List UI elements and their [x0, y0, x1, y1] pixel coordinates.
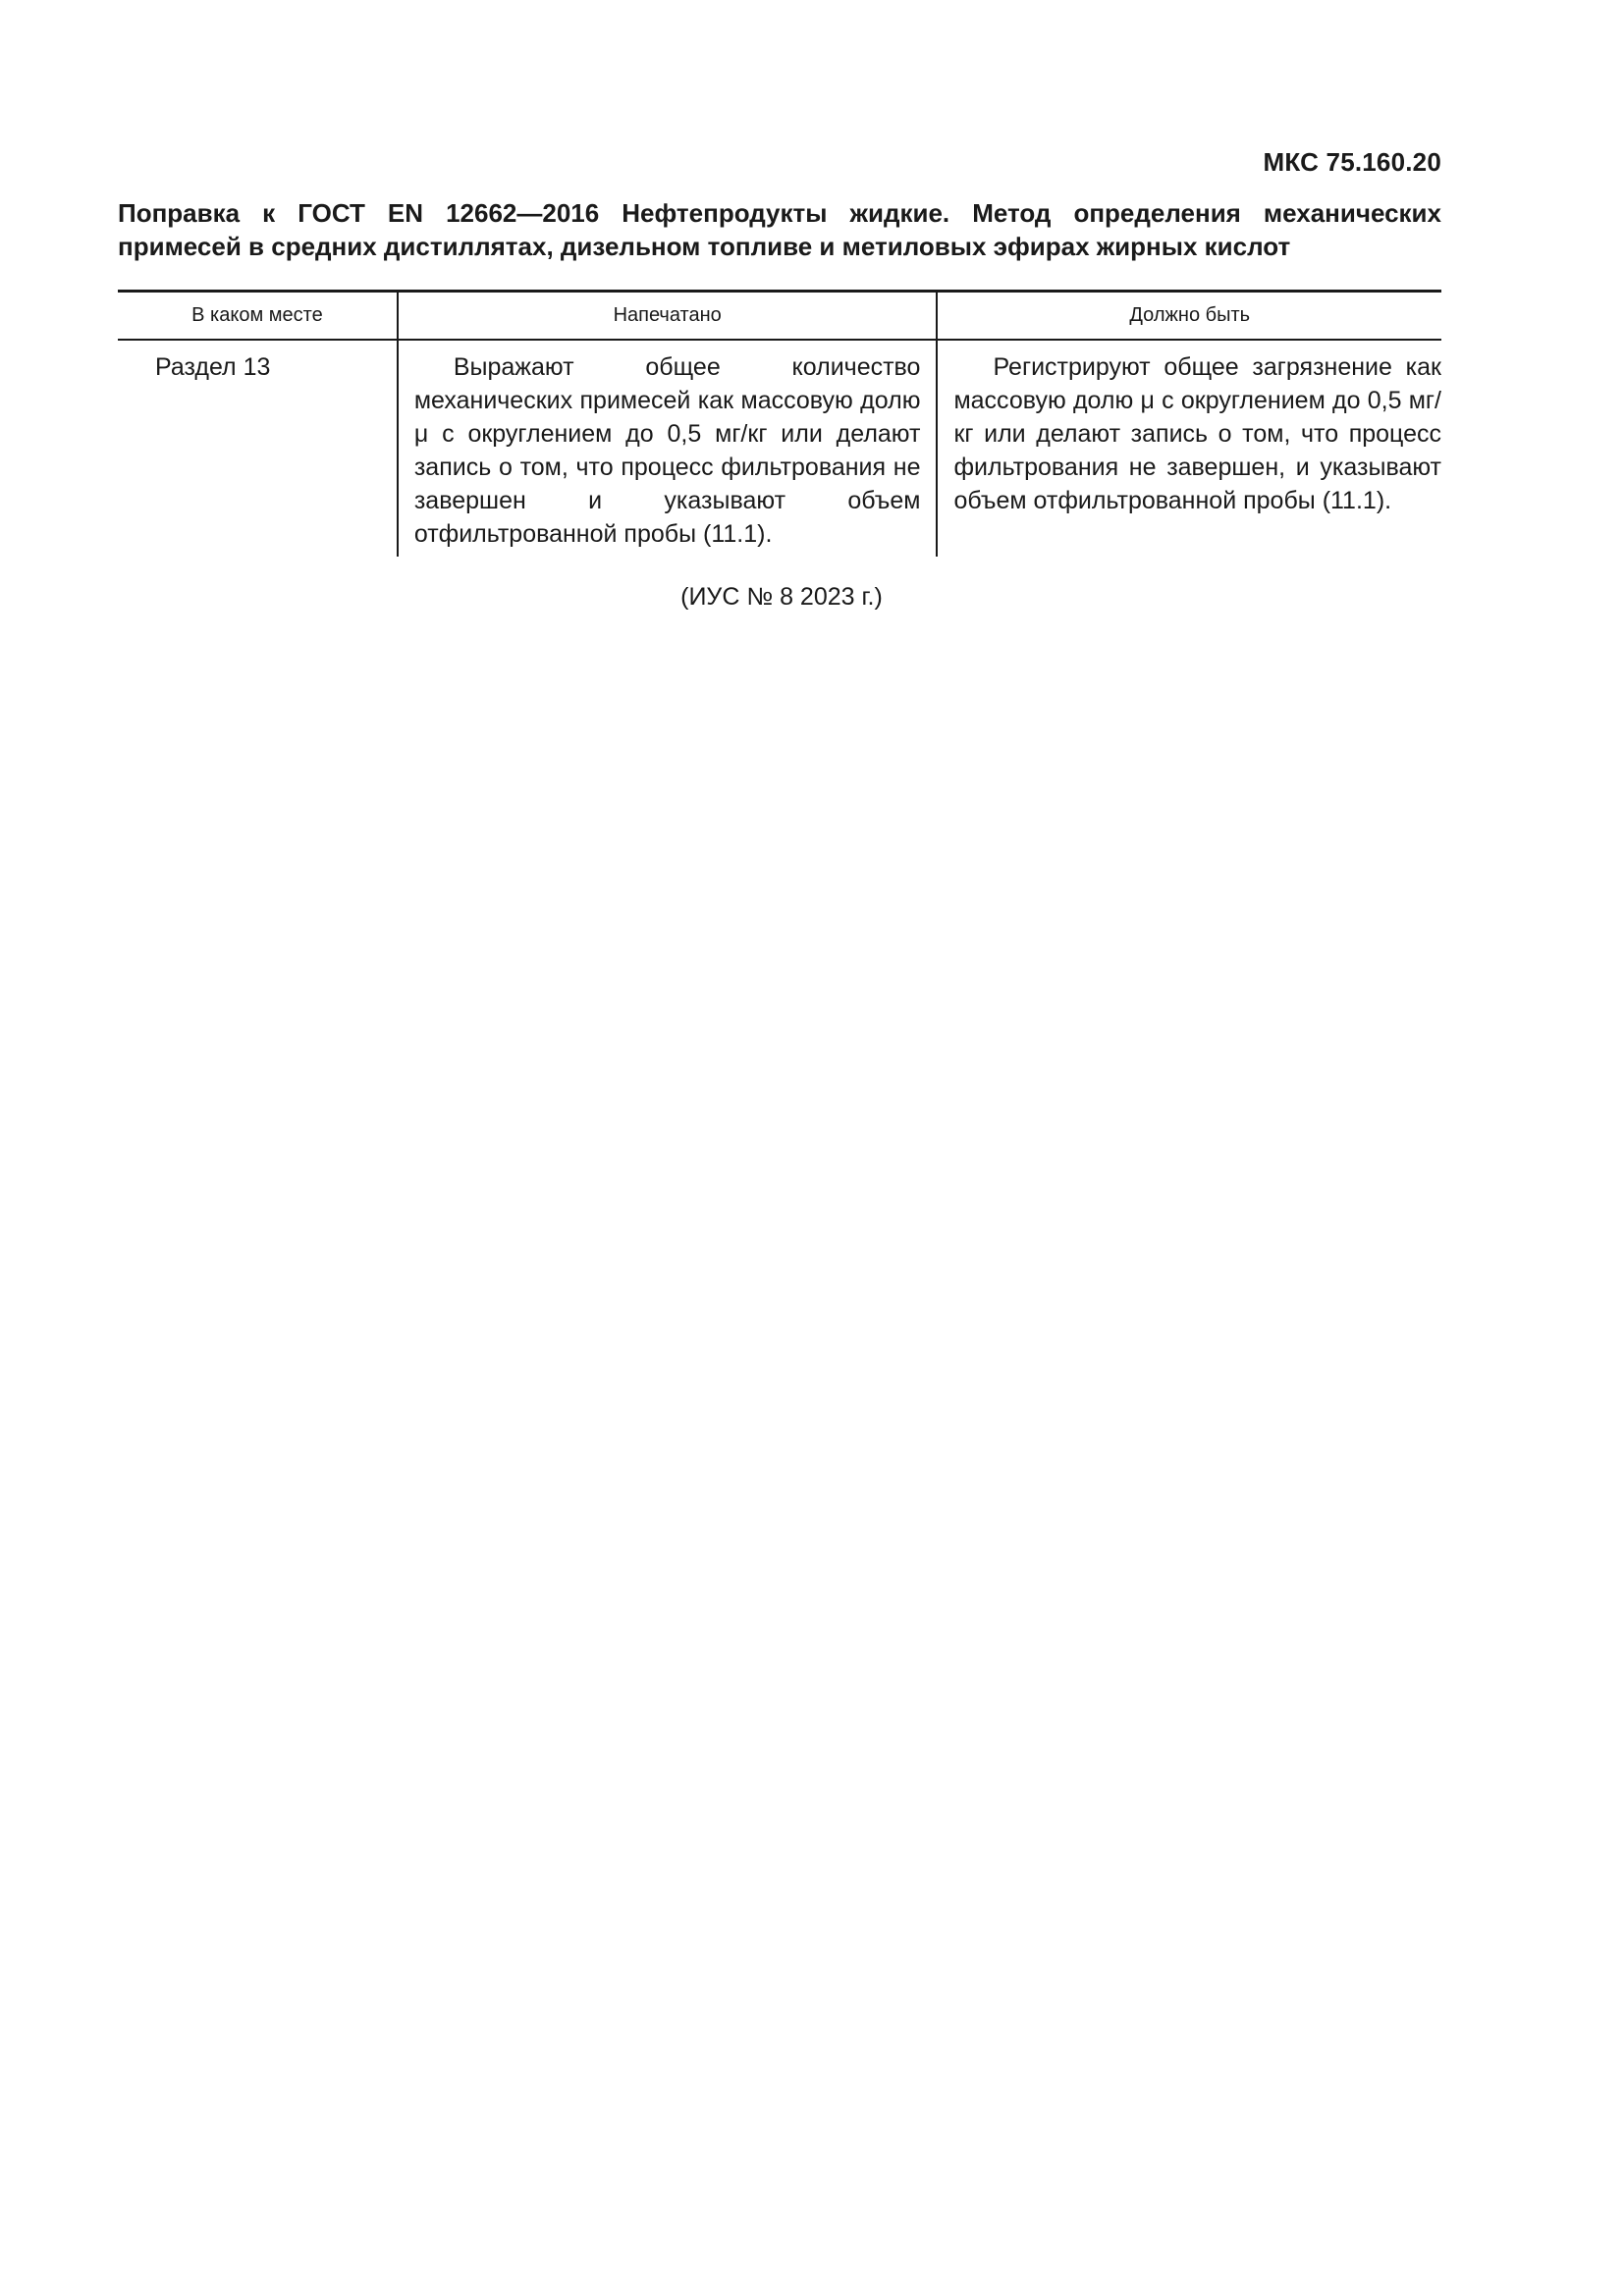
header-should-be: Должно быть	[937, 292, 1441, 341]
source-note: (ИУС № 8 2023 г.)	[680, 583, 883, 611]
cell-place: Раздел 13	[155, 353, 271, 381]
table-row	[118, 340, 1441, 557]
cell-should-be: Регистрируют общее загрязнение как массовую долю μ с округлением до 0,5 мг/кг или делают запись о том, что процесс фильтрования не завершен, и указывают объем отфильтрованной пробы (11.1).	[937, 340, 1441, 557]
classification-code: МКС 75.160.20	[1263, 147, 1441, 177]
document-title-line-2: примесей в средних дистиллятах, дизельном топливе и метиловых эфирах жирных кислот	[118, 232, 1291, 261]
header-printed: Напечатано	[398, 292, 938, 341]
cell-printed: Выражают общее количество механических примесей как массовую долю μ с округлением до 0,5 мг/кг или делают запись о том, что процесс фильтрования не завершен и указывают объем отфильтрованной пробы (11.1).	[398, 340, 938, 557]
table-header-row	[118, 292, 1441, 341]
document-title-line-1: Поправка к ГОСТ EN 12662—2016 Нефтепродукты жидкие. Метод определения механических	[118, 198, 1441, 228]
amendment-table	[118, 290, 1441, 557]
header-place: В каком месте	[118, 292, 398, 341]
document-title	[118, 196, 1441, 263]
